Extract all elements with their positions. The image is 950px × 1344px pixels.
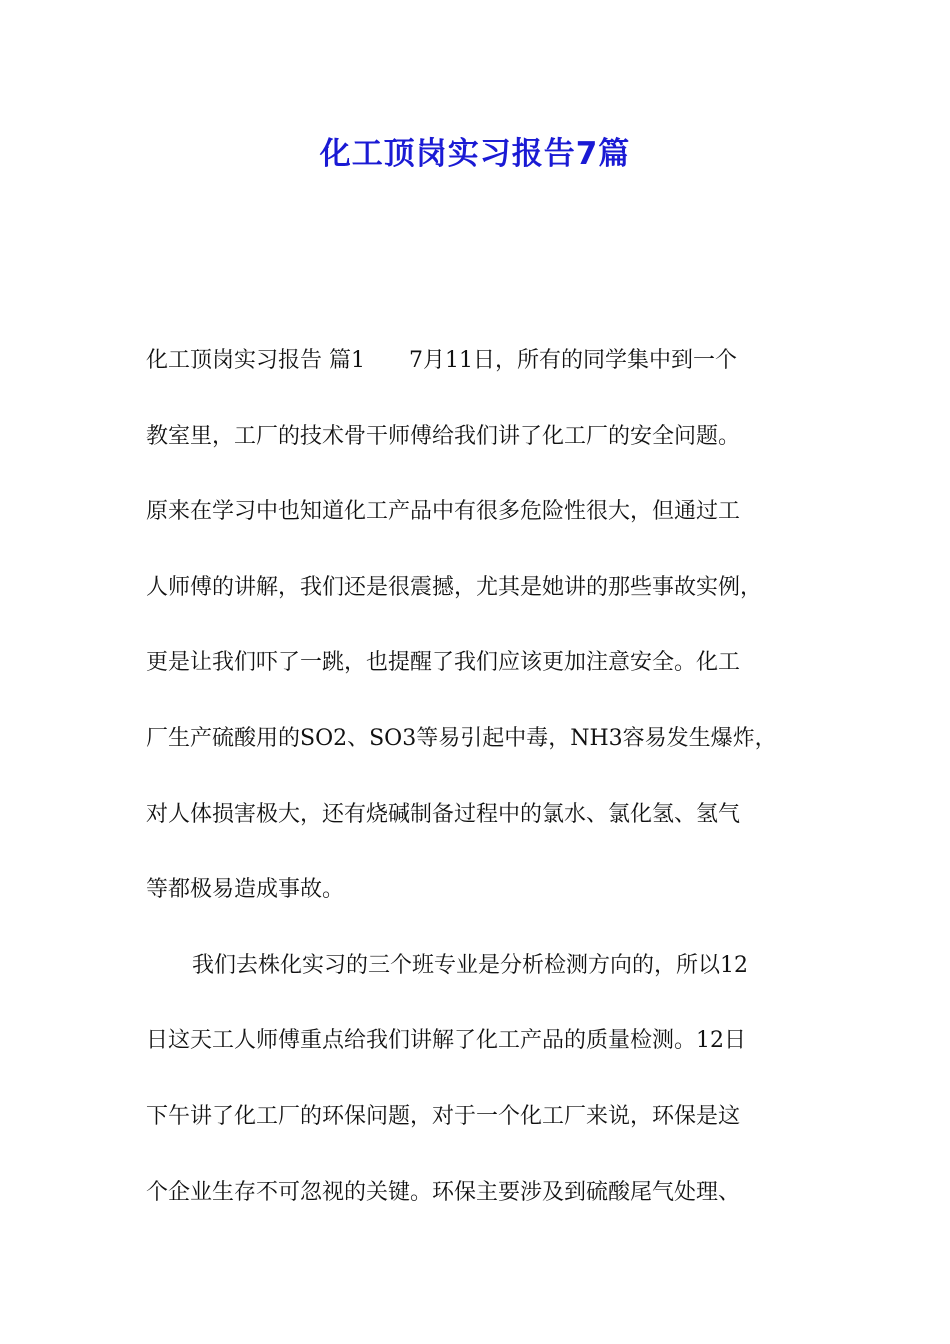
body-line: 日这天工人师傅重点给我们讲解了化工产品的质量检测。12日 xyxy=(146,1028,746,1054)
body-line: 我们去株化实习的三个班专业是分析检测方向的，所以12 xyxy=(192,952,748,978)
document-body xyxy=(146,338,826,1245)
body-line: 厂生产硫酸用的SO2、SO3等易引起中毒，NH3容易发生爆炸， xyxy=(146,725,777,751)
body-line: 下午讲了化工厂的环保问题，对于一个化工厂来说，环保是这 xyxy=(146,1103,741,1129)
document-title: 化工顶岗实习报告7篇 xyxy=(319,136,631,172)
body-line: 人师傅的讲解，我们还是很震撼，尤其是她讲的那些事故实例， xyxy=(146,574,763,600)
body-line: 对人体损害极大，还有烧碱制备过程中的氯水、氯化氢、氢气 xyxy=(146,801,741,827)
body-line: 等都极易造成事故。 xyxy=(146,877,345,903)
body-line: 更是让我们吓了一跳，也提醒了我们应该更加注意安全。化工 xyxy=(146,650,741,676)
body-line: 教室里，工厂的技术骨干师傅给我们讲了化工厂的安全问题。 xyxy=(146,423,741,449)
body-line: 化工顶岗实习报告 篇1 7月11日，所有的同学集中到一个 xyxy=(146,348,737,373)
body-line: 原来在学习中也知道化工产品中有很多危险性很大，但通过工 xyxy=(146,499,741,525)
body-line: 个企业生存不可忽视的关键。环保主要涉及到硫酸尾气处理、 xyxy=(146,1179,741,1205)
